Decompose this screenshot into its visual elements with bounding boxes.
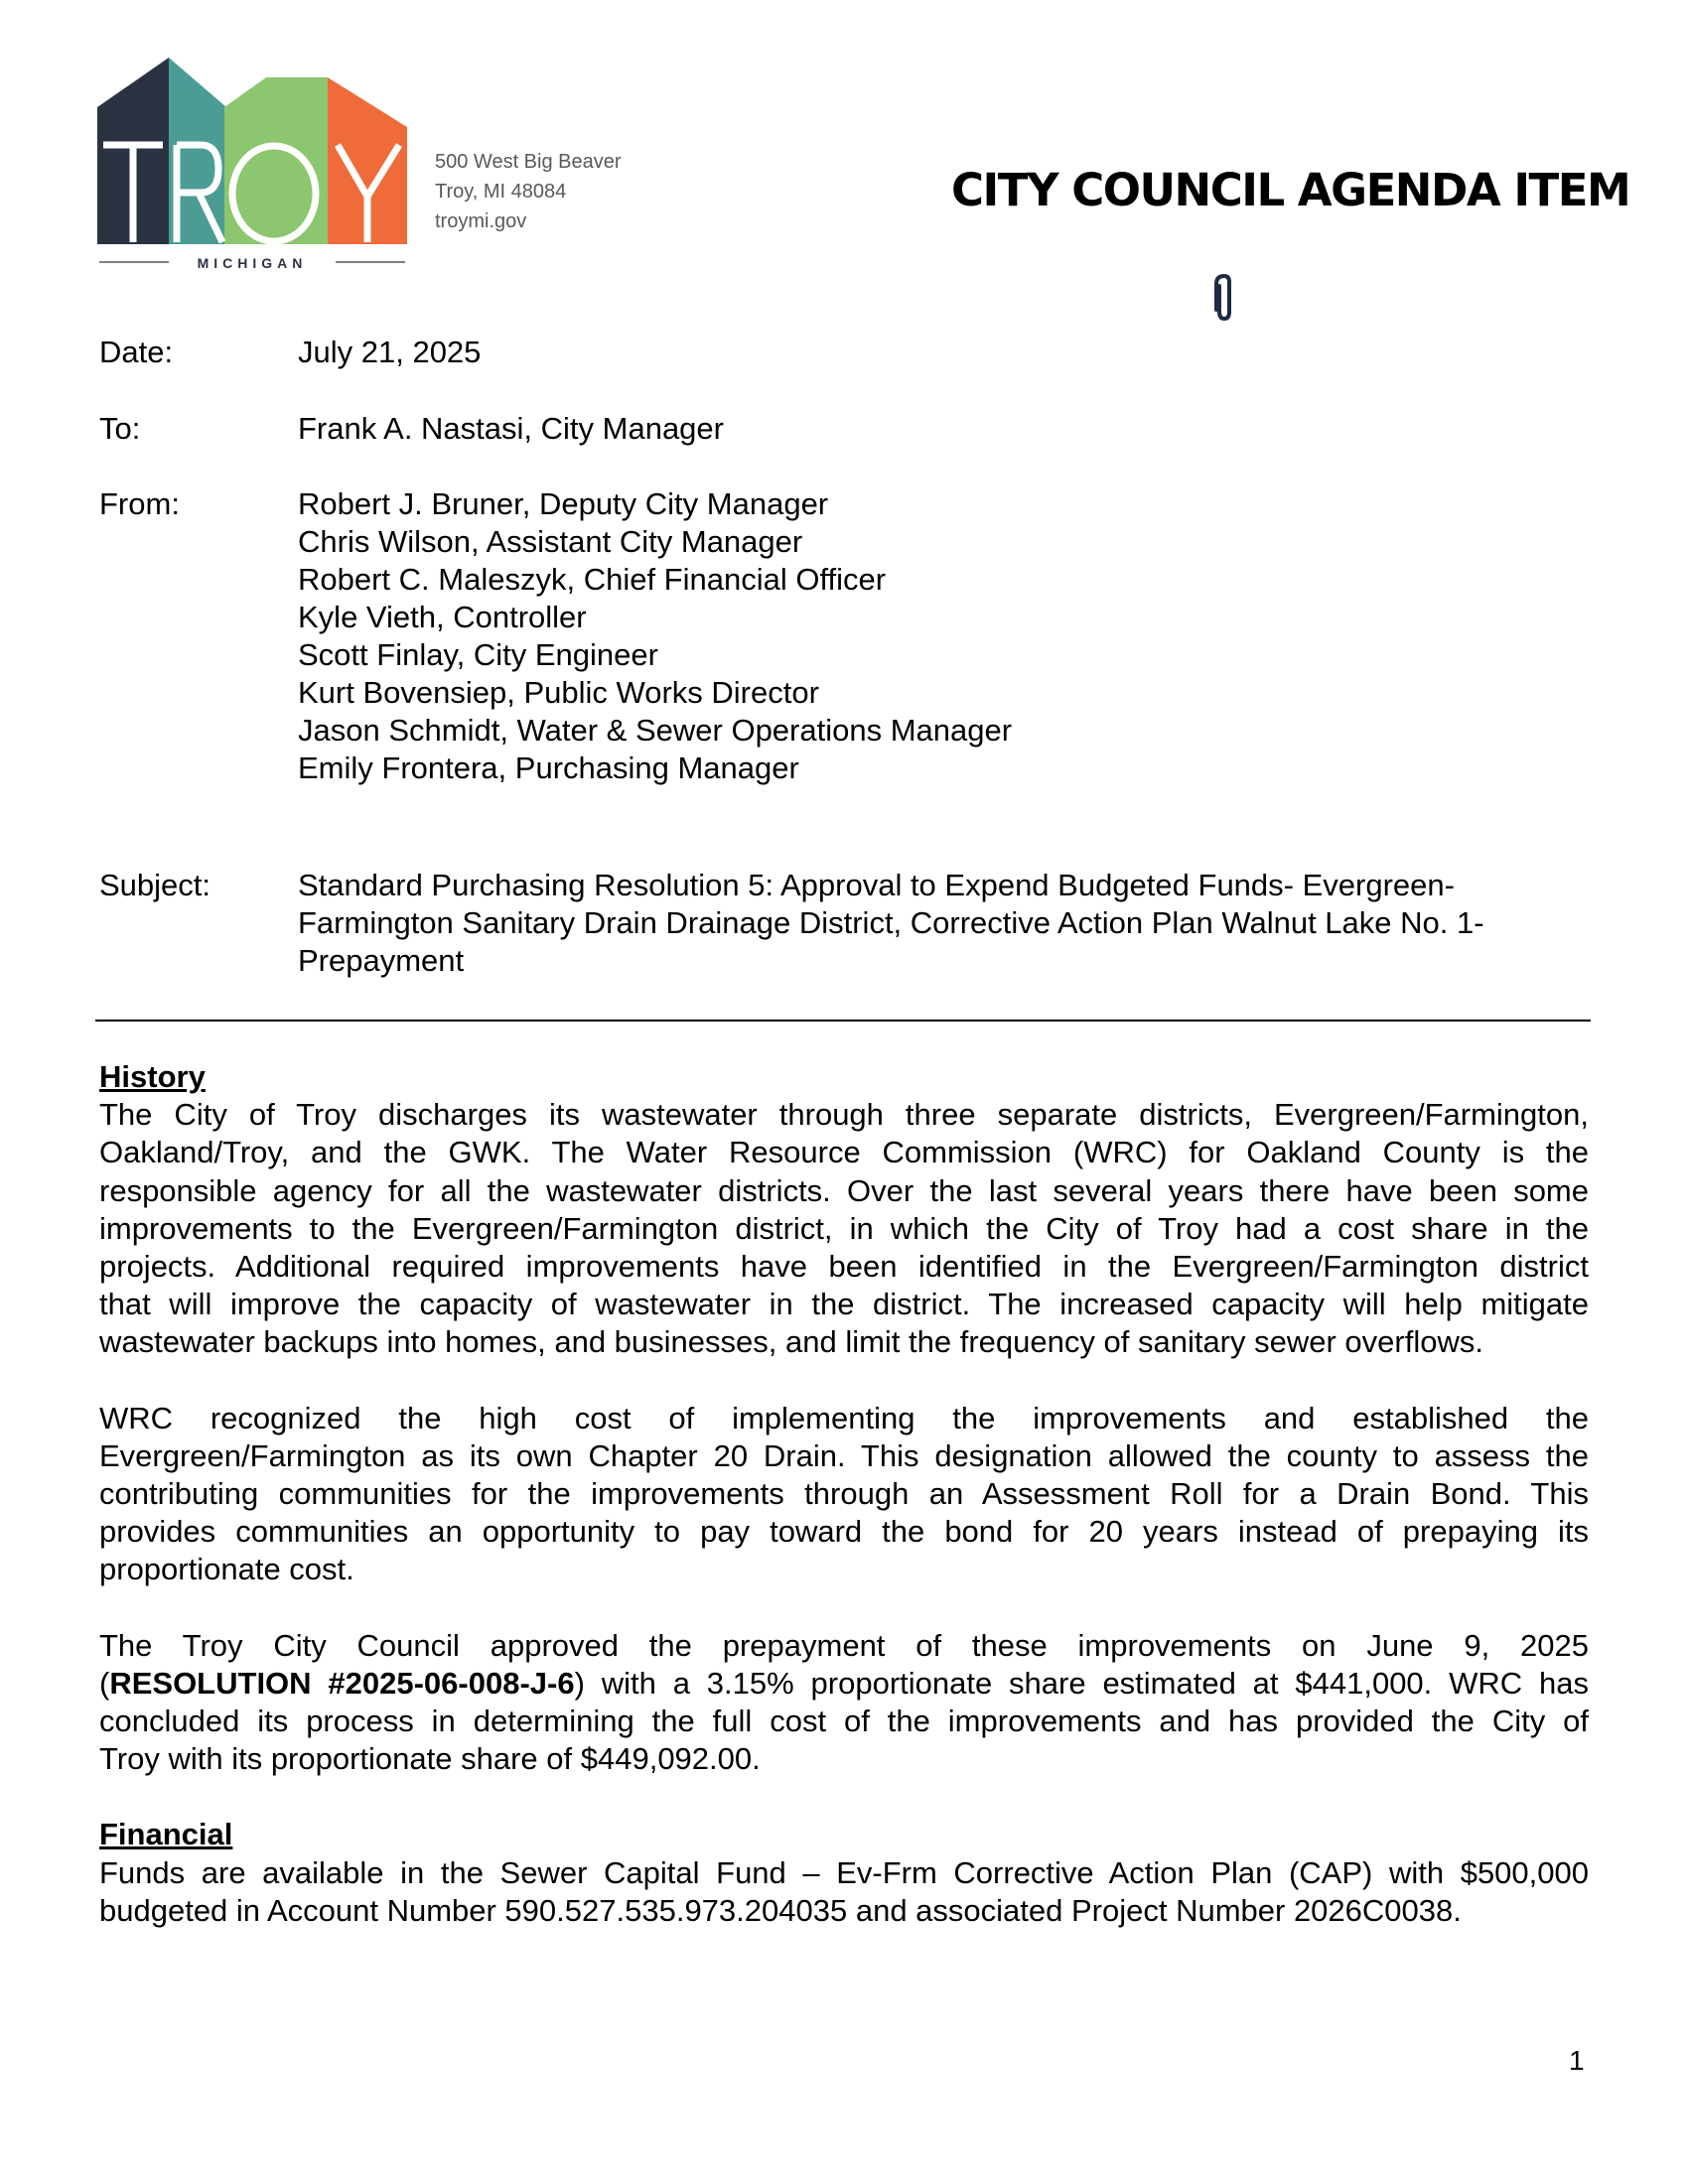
paragraph-gap [99, 1589, 1589, 1627]
address-line-1: 500 West Big Beaver [435, 151, 622, 173]
subject-label: Subject: [99, 868, 211, 902]
text-line: projects. Additional required improvements have been identified in the Evergreen/Farmington district [99, 1249, 1589, 1285]
text-line: contributing communities for the improvements through an Assessment Roll for a Drain Bond. This [99, 1476, 1589, 1512]
to-value: Frank A. Nastasi, City Manager [298, 411, 724, 446]
memo-body [99, 1058, 1589, 1930]
history-paragraph-1 [99, 1096, 1589, 1361]
financial-heading: Financial [99, 1817, 233, 1852]
date-value: July 21, 2025 [298, 335, 482, 369]
to-row [99, 410, 724, 448]
text-line: The Troy City Council approved the prepayment of these improvements on June 9, 2025 [99, 1627, 1589, 1663]
history-heading: History [99, 1059, 206, 1094]
text-line: that will improve the capacity of wastewater in the district. The increased capacity will help mitigate [99, 1287, 1589, 1322]
subject-line: Farmington Sanitary Drain Drainage District, Corrective Action Plan Walnut Lake No. 1- [298, 905, 1484, 940]
paragraph-gap [99, 1362, 1589, 1400]
from-name: Emily Frontera, Purchasing Manager [298, 751, 799, 785]
logo-subtitle: MICHIGAN [197, 255, 308, 271]
troy-logo [97, 58, 407, 272]
text-line [99, 1665, 1589, 1703]
text-line: concluded its process in determining the full cost of the improvements and has provided the City of [99, 1704, 1589, 1739]
history-paragraph-2 [99, 1400, 1589, 1589]
from-name: Kurt Bovensiep, Public Works Director [298, 675, 819, 710]
paragraph-gap [99, 1778, 1589, 1816]
history-paragraph-3 [99, 1627, 1589, 1779]
text-line: WRC recognized the high cost of implementing the improvements and established the [99, 1400, 1589, 1435]
text-line: responsible agency for all the wastewater districts. Over the last several years there have been some [99, 1172, 1589, 1208]
text-line: Evergreen/Farmington as its own Chapter 20 Drain. This designation allowed the county to assess the [99, 1437, 1589, 1473]
text-line: budgeted in Account Number 590.527.535.973.204035 and associated Project Number 2026C0038. [99, 1892, 1462, 1928]
from-name: Scott Finlay, City Engineer [298, 637, 658, 672]
from-label: From: [99, 486, 180, 521]
date-label: Date: [99, 335, 174, 369]
from-name: Kyle Vieth, Controller [298, 600, 587, 634]
resolution-number: RESOLUTION #2025-06-008-J-6 [109, 1665, 575, 1701]
text-run: ( [99, 1665, 110, 1701]
paperclip-icon-graphic [1211, 272, 1237, 324]
troy-logo-graphic [97, 58, 407, 272]
address-line-2: Troy, MI 48084 [435, 181, 567, 203]
financial-paragraph [99, 1854, 1589, 1930]
to-label: To: [99, 411, 141, 446]
document-title: CITY COUNCIL AGENDA ITEM [951, 164, 1630, 216]
text-line: provides communities an opportunity to pay toward the bond for 20 years instead of prepaying its [99, 1514, 1589, 1550]
from-row [99, 485, 1012, 787]
page-number: 1 [1569, 2045, 1585, 2076]
address-block [435, 147, 622, 236]
subject-text [298, 867, 1589, 980]
header-divider [95, 1020, 1591, 1022]
paperclip-icon[interactable] [1211, 272, 1237, 324]
text-line: Troy with its proportionate share of $449,092.00. [99, 1741, 761, 1777]
date-row [99, 334, 481, 371]
text-line: wastewater backups into homes, and businesses, and limit the frequency of sanitary sewer overflows. [99, 1324, 1483, 1360]
from-name: Robert J. Bruner, Deputy City Manager [298, 486, 829, 521]
from-name: Chris Wilson, Assistant City Manager [298, 524, 803, 559]
text-line: Oakland/Troy, and the GWK. The Water Resource Commission (WRC) for Oakland County is the [99, 1135, 1589, 1170]
from-name: Jason Schmidt, Water & Sewer Operations Manager [298, 713, 1013, 748]
text-line: improvements to the Evergreen/Farmington district, in which the City of Troy had a cost share in the [99, 1210, 1589, 1246]
text-line: Funds are available in the Sewer Capital Fund – Ev-Frm Corrective Action Plan (CAP) with $500,000 [99, 1854, 1589, 1890]
website-text: troymi.gov [435, 210, 527, 232]
text-line: The City of Troy discharges its wastewater through three separate districts, Evergreen/Farmington, [99, 1097, 1589, 1133]
subject-line: Prepayment [298, 943, 465, 978]
subject-row [99, 867, 1589, 980]
text-run: ) with a 3.15% proportionate share estimated at $441,000. WRC has [574, 1665, 1589, 1701]
from-list [298, 485, 1012, 787]
text-line: proportionate cost. [99, 1552, 354, 1587]
from-name: Robert C. Maleszyk, Chief Financial Officer [298, 562, 887, 597]
subject-line: Standard Purchasing Resolution 5: Approval to Expend Budgeted Funds- Evergreen- [298, 868, 1455, 902]
